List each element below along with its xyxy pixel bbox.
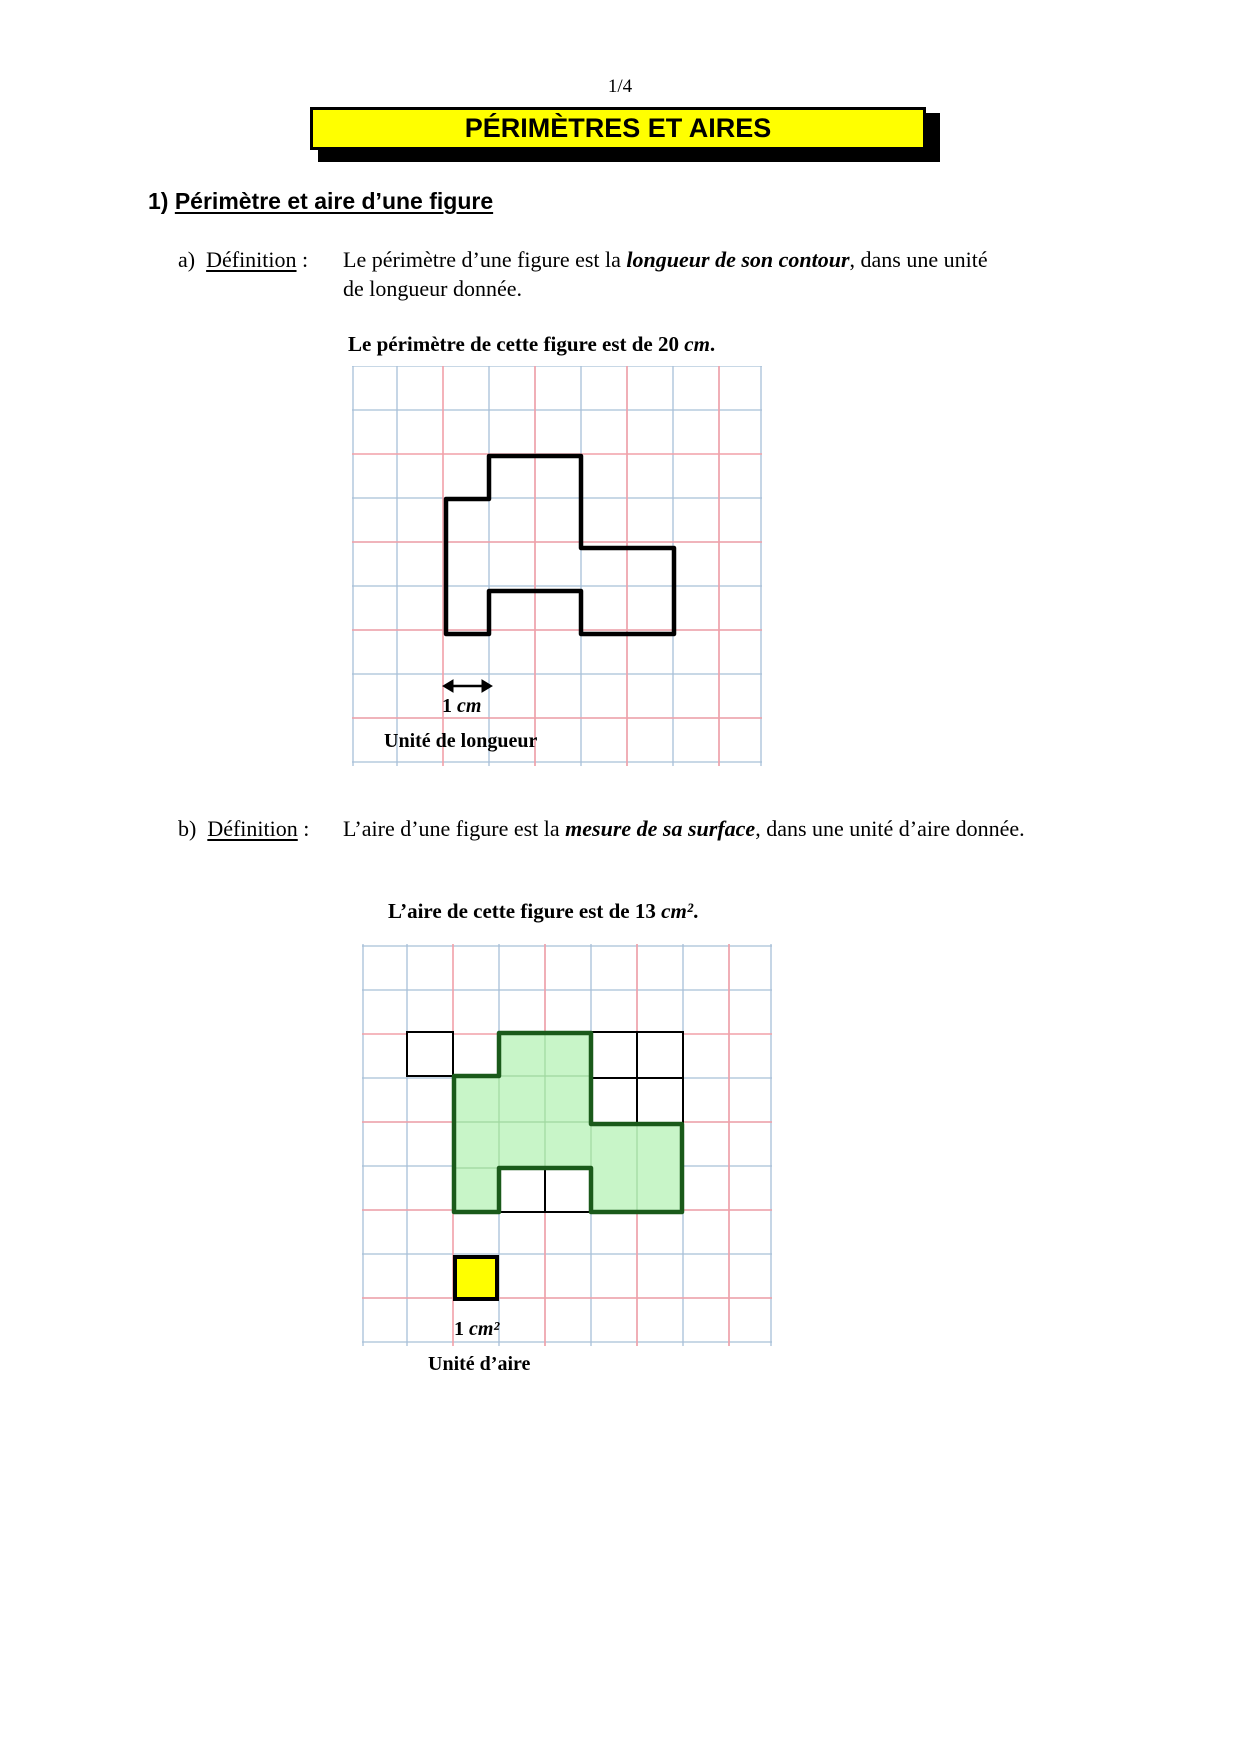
definition-a (178, 245, 1098, 305)
unit-area-number: 1 (454, 1318, 464, 1340)
definition-a-text-before: Le périmètre d’une figure est la (343, 247, 627, 272)
section-number: 1) (148, 188, 169, 214)
definition-a-text-after: , dans une unité (849, 247, 988, 272)
unit-length-number: 1 (442, 695, 452, 717)
definition-b-colon: : (303, 816, 310, 841)
definition-b-keyword: Définition (207, 816, 298, 841)
definition-b-emphasis: mesure de sa surface (565, 816, 756, 841)
area-caption-end: . (693, 899, 699, 923)
unit-area-value (454, 1318, 499, 1341)
definition-b-line1 (343, 814, 1025, 843)
definition-a-line2: de longueur donnée. (343, 276, 522, 301)
area-figure (362, 944, 772, 1346)
perimeter-caption-end: . (709, 332, 716, 356)
perimeter-caption-text: Le périmètre de cette figure est de 20 (348, 332, 685, 356)
definition-b-marker: b) (178, 816, 197, 841)
unit-length-symbol: cm (457, 695, 482, 717)
perimeter-caption (348, 332, 715, 357)
unit-length-caption: Unité de longueur (384, 730, 538, 752)
perimeter-figure (352, 366, 762, 766)
perimeter-shape-outline (446, 456, 674, 634)
unit-area-caption: Unité d’aire (428, 1353, 531, 1375)
definition-a-label (178, 245, 308, 274)
definition-a-keyword: Définition (206, 247, 297, 272)
definition-a-marker: a) (178, 247, 196, 272)
page-number: 1/4 (607, 76, 633, 97)
definition-b-text-after: , dans une unité d’aire donnée. (755, 816, 1025, 841)
area-caption-unit: cm² (661, 899, 694, 923)
definition-b-label (178, 814, 309, 843)
definition-a-line1 (343, 245, 988, 274)
definition-b (178, 814, 1178, 846)
page-title (310, 107, 926, 150)
page-title-text: PÉRIMÈTRES ET AIRES (464, 113, 772, 143)
section-title: Périmètre et aire d’une figure (174, 188, 494, 214)
unit-length-value (442, 695, 481, 718)
unit-area-symbol: cm² (469, 1318, 500, 1340)
perimeter-caption-unit: cm (684, 332, 710, 356)
area-caption (388, 899, 698, 924)
perimeter-grid (352, 366, 762, 766)
unit-area-square (455, 1257, 497, 1299)
definition-a-colon: : (302, 247, 309, 272)
unit-length-arrow-icon (443, 680, 492, 692)
area-caption-text: L’aire de cette figure est de 13 (388, 899, 662, 923)
definition-a-emphasis: longueur de son contour (626, 247, 850, 272)
definition-b-text-before: L’aire d’une figure est la (343, 816, 566, 841)
section-heading (148, 188, 493, 215)
